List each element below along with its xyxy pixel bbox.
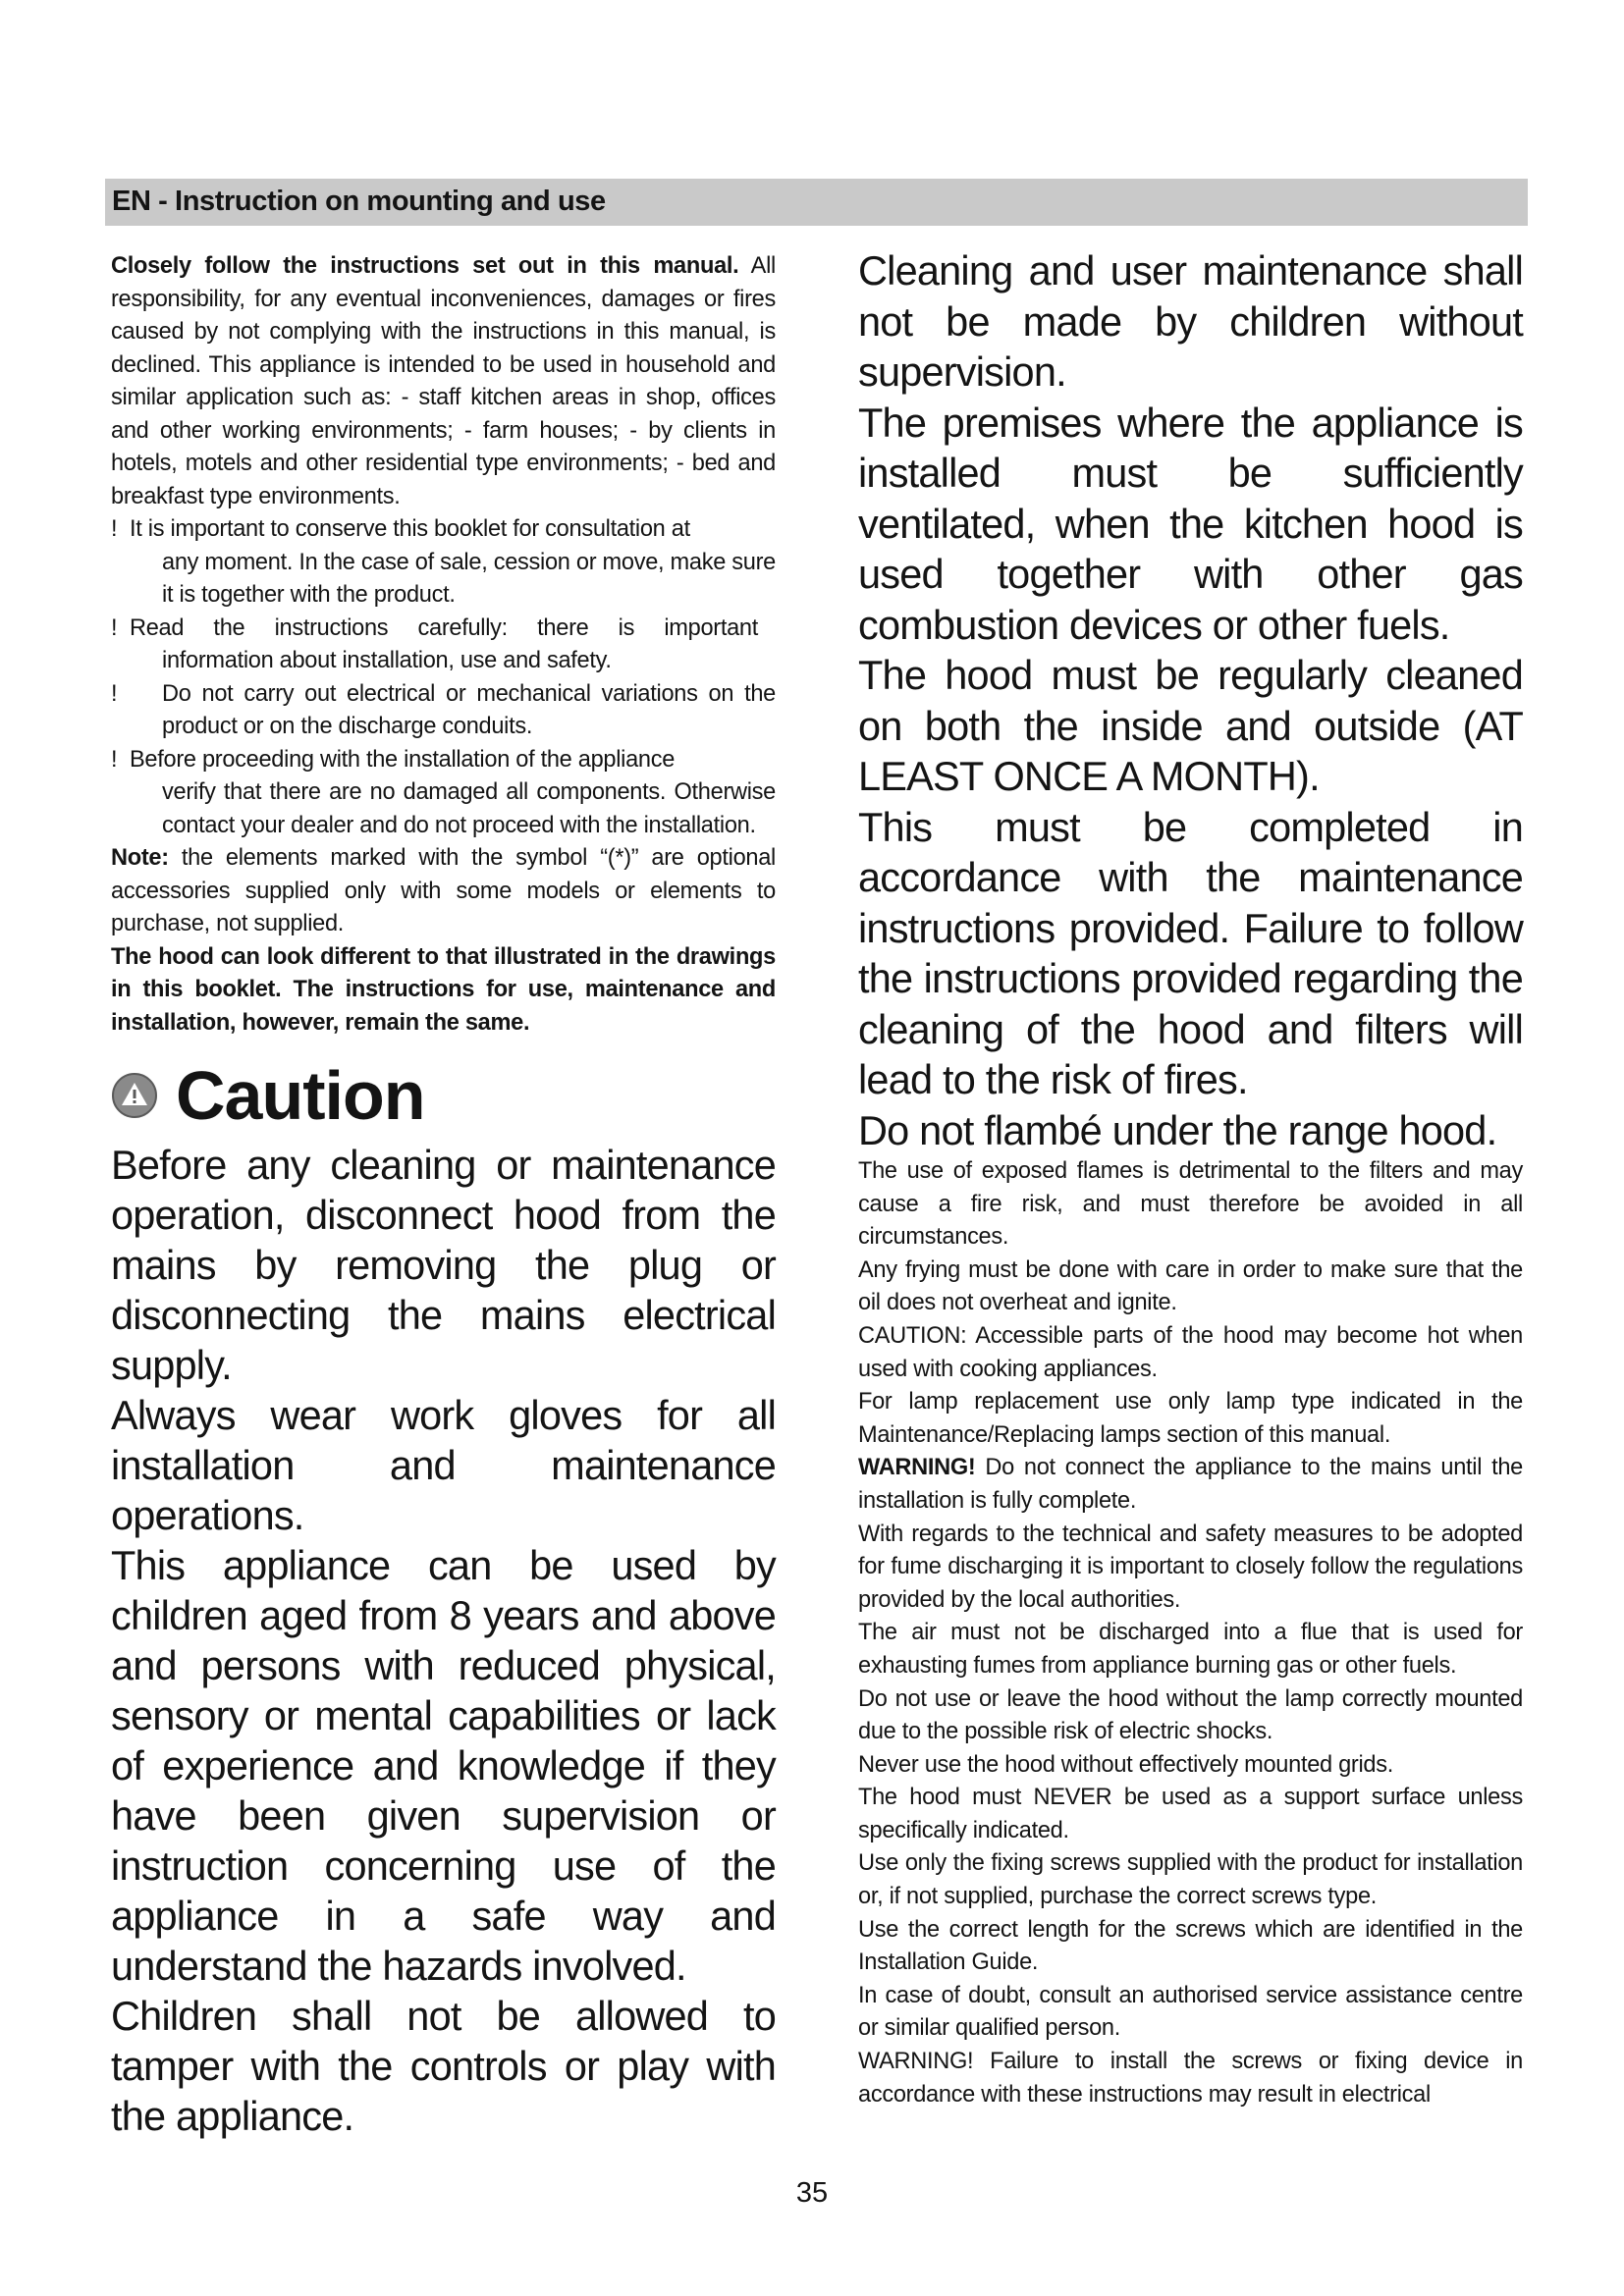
hood-appearance-note: The hood can look different to that illustrated in the drawings in this booklet. The instructions for use, maintenance and installation, however, remain the same.	[111, 943, 776, 1036]
detail-paragraph: WARNING! Failure to install the screws or fixing device in accordance with these instructions may result in electrical	[858, 2049, 1523, 2108]
warning-paragraph	[858, 1452, 1523, 1518]
bullet-text: information about installation, use and safety.	[162, 648, 612, 673]
safety-paragraph: The hood must be regularly cleaned on both the inside and outside (AT LEAST ONCE A MONTH).	[858, 652, 1523, 799]
detail-paragraph: For lamp replacement use only lamp type indicated in the Maintenance/Replacing lamps section of this manual.	[858, 1389, 1523, 1448]
caution-paragraph: Before any cleaning or maintenance operation, disconnect hood from the mains by removing the plug or disconnecting the mains electrical supply.	[111, 1142, 776, 1388]
bullet-mark: !	[111, 516, 118, 542]
caution-paragraph: Children shall not be allowed to tamper with the controls or play with the appliance.	[111, 1993, 776, 2139]
note-paragraph	[111, 842, 776, 941]
bullet-mark: !	[111, 746, 118, 773]
note-label: Note:	[111, 845, 169, 871]
bullet-item	[111, 513, 776, 613]
bullet-mark: !	[111, 680, 118, 707]
bullet-item	[111, 613, 776, 678]
caution-paragraph: Always wear work gloves for all installation and maintenance operations.	[111, 1392, 776, 1538]
safety-paragraph: The premises where the appliance is installed must be sufficiently ventilated, when the kitchen hood is used together with other gas combustion devices or other fuels.	[858, 399, 1523, 648]
flambe-warning: Do not flambé under the range hood.	[858, 1106, 1497, 1153]
caution-paragraph: This appliance can be used by children aged from 8 years and above and persons with reduced physical, sensory or mental capabilities or lack of experience and knowledge if they have been given supervision or instruction concerning use of the appliance in a safe way and understand the hazards involved.	[111, 1542, 776, 1989]
detail-paragraph: The hood must NEVER be used as a support surface unless specifically indicated.	[858, 1785, 1523, 1843]
intro-bold-text: Closely follow the instructions set out in this manual.	[111, 253, 739, 279]
bullet-item	[111, 678, 776, 744]
detail-paragraph: Never use the hood without effectively mounted grids.	[858, 1751, 1393, 1778]
intro-paragraph	[111, 250, 776, 513]
caution-heading	[111, 1051, 776, 1140]
page-number: 35	[795, 2177, 829, 2209]
bullet-first-line: It is important to conserve this booklet for consultation at	[130, 516, 690, 542]
right-column	[858, 245, 1523, 2111]
detail-paragraph: Any frying must be done with care in order to make sure that the oil does not overheat and ignite.	[858, 1256, 1523, 1316]
safety-paragraph: Cleaning and user maintenance shall not be made by children without supervision.	[858, 247, 1523, 395]
warning-label: WARNING!	[858, 1455, 976, 1481]
left-column	[111, 250, 776, 2141]
detail-paragraph: Do not use or leave the hood without the lamp correctly mounted due to the possible risk of electric shocks.	[858, 1685, 1523, 1745]
detail-paragraph: The air must not be discharged into a flue that is used for exhausting fumes from appliance burning gas or other fuels.	[858, 1620, 1523, 1679]
intro-text: All responsibility, for any eventual inconveniences, damages or fires caused by not complying with the instructions in this manual, is declined. This appliance is intended to be used in household and similar application such as: - staff kitchen areas in shop, offices and other working environments; - farm houses; - by clients in hotels, motels and other residential type environments; - bed and breakfast type environments.	[111, 253, 776, 509]
bullet-text: Do not carry out electrical or mechanical variations on the product or on the discharge conduits.	[162, 680, 776, 739]
detail-paragraph: With regards to the technical and safety measures to be adopted for fume discharging it is important to closely follow the regulations provided by the local authorities.	[858, 1521, 1523, 1613]
bullet-first-line: Before proceeding with the installation of the appliance	[130, 746, 676, 773]
detail-paragraph: In case of doubt, consult an authorised service assistance centre or similar qualified person.	[858, 1982, 1523, 2042]
note-text: the elements marked with the symbol “(*)” are optional accessories supplied only with some models or elements to purchase, not supplied.	[111, 845, 776, 936]
caution-title: Caution	[176, 1057, 425, 1134]
safety-paragraph: This must be completed in accordance with the maintenance instructions provided. Failure to follow the instructions provided regarding the cleaning of the hood and filters will lead to the risk of fires.	[858, 803, 1523, 1102]
detail-paragraph: The use of exposed flames is detrimental to the filters and may cause a fire risk, and must therefore be avoided in all circumstances.	[858, 1158, 1523, 1251]
section-title: EN - Instruction on mounting and use	[112, 186, 606, 217]
detail-paragraph: Use only the fixing screws supplied with the product for installation or, if not supplied, purchase the correct screws type.	[858, 1850, 1523, 1910]
bullet-item	[111, 744, 776, 843]
bullet-first-line: Read the instructions carefully: there is important	[130, 614, 758, 641]
bullet-mark: !	[111, 614, 118, 641]
section-header-bar	[105, 179, 1528, 226]
bullet-text: verify that there are no damaged all components. Otherwise contact your dealer and do not proceed with the installation.	[162, 779, 776, 838]
detail-paragraph: Use the correct length for the screws which are identified in the Installation Guide.	[858, 1916, 1523, 1976]
warning-text: Do not connect the appliance to the mains until the installation is fully complete.	[858, 1455, 1523, 1514]
bullet-text: any moment. In the case of sale, cession or move, make sure it is together with the product.	[162, 549, 776, 608]
detail-paragraph: CAUTION: Accessible parts of the hood may become hot when used with cooking appliances.	[858, 1322, 1523, 1382]
warning-icon	[111, 1072, 158, 1119]
